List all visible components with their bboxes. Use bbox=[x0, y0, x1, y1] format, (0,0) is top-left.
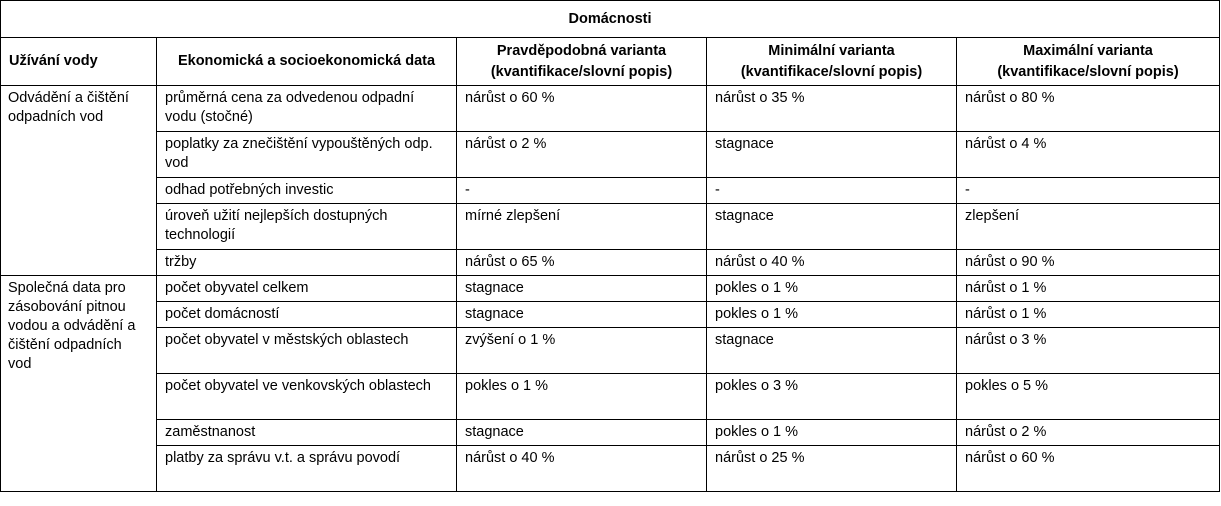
table-row bbox=[1, 132, 1220, 178]
probable-cell: pokles o 1 % bbox=[457, 374, 707, 420]
probable-cell: stagnace bbox=[457, 302, 707, 328]
indicator-cell: počet obyvatel celkem bbox=[157, 276, 457, 302]
indicator-cell: počet obyvatel v městských oblastech bbox=[157, 328, 457, 374]
minimal-cell: pokles o 1 % bbox=[707, 302, 957, 328]
probable-cell: nárůst o 60 % bbox=[457, 86, 707, 132]
maximal-cell: nárůst o 90 % bbox=[957, 250, 1220, 276]
maximal-cell: nárůst o 1 % bbox=[957, 302, 1220, 328]
maximal-cell: - bbox=[957, 178, 1220, 204]
table-row bbox=[1, 204, 1220, 250]
table-title: Domácnosti bbox=[1, 1, 1220, 38]
indicator-cell: počet obyvatel ve venkovských oblastech bbox=[157, 374, 457, 420]
indicator-cell: tržby bbox=[157, 250, 457, 276]
group-label-wastewater: Odvádění a čištění odpadních vod bbox=[1, 86, 157, 276]
indicator-cell: zaměstnanost bbox=[157, 420, 457, 446]
indicator-cell: platby za správu v.t. a správu povodí bbox=[157, 446, 457, 492]
minimal-cell: stagnace bbox=[707, 204, 957, 250]
probable-cell: stagnace bbox=[457, 276, 707, 302]
table-row bbox=[1, 374, 1220, 420]
maximal-cell: nárůst o 1 % bbox=[957, 276, 1220, 302]
minimal-cell: pokles o 1 % bbox=[707, 276, 957, 302]
header-maximal-variant: Maximální varianta (kvantifikace/slovní popis) bbox=[957, 38, 1220, 86]
minimal-cell: stagnace bbox=[707, 328, 957, 374]
probable-cell: nárůst o 65 % bbox=[457, 250, 707, 276]
header-economic-data: Ekonomická a socioekonomická data bbox=[157, 38, 457, 86]
indicator-cell: odhad potřebných investic bbox=[157, 178, 457, 204]
table-row bbox=[1, 446, 1220, 492]
probable-cell: nárůst o 40 % bbox=[457, 446, 707, 492]
header-water-use: Užívání vody bbox=[1, 38, 157, 86]
table-row bbox=[1, 420, 1220, 446]
probable-cell: stagnace bbox=[457, 420, 707, 446]
minimal-cell: nárůst o 35 % bbox=[707, 86, 957, 132]
minimal-cell: pokles o 3 % bbox=[707, 374, 957, 420]
maximal-cell: nárůst o 80 % bbox=[957, 86, 1220, 132]
maximal-cell: nárůst o 60 % bbox=[957, 446, 1220, 492]
table-row bbox=[1, 328, 1220, 374]
table-row bbox=[1, 302, 1220, 328]
maximal-cell: zlepšení bbox=[957, 204, 1220, 250]
header-minimal-variant: Minimální varianta (kvantifikace/slovní popis) bbox=[707, 38, 957, 86]
indicator-cell: poplatky za znečištění vypouštěných odp. vod bbox=[157, 132, 457, 178]
minimal-cell: pokles o 1 % bbox=[707, 420, 957, 446]
table-row bbox=[1, 250, 1220, 276]
maximal-cell: nárůst o 3 % bbox=[957, 328, 1220, 374]
maximal-cell: nárůst o 2 % bbox=[957, 420, 1220, 446]
probable-cell: - bbox=[457, 178, 707, 204]
indicator-cell: průměrná cena za odvedenou odpadní vodu (stočné) bbox=[157, 86, 457, 132]
group-label-common-data: Společná data pro zásobování pitnou vodou a odvádění a čištění odpadních vod bbox=[1, 276, 157, 492]
probable-cell: zvýšení o 1 % bbox=[457, 328, 707, 374]
probable-cell: mírné zlepšení bbox=[457, 204, 707, 250]
maximal-cell: nárůst o 4 % bbox=[957, 132, 1220, 178]
probable-cell: nárůst o 2 % bbox=[457, 132, 707, 178]
table-row bbox=[1, 276, 1220, 302]
indicator-cell: počet domácností bbox=[157, 302, 457, 328]
table-row bbox=[1, 86, 1220, 132]
maximal-cell: pokles o 5 % bbox=[957, 374, 1220, 420]
minimal-cell: - bbox=[707, 178, 957, 204]
minimal-cell: nárůst o 25 % bbox=[707, 446, 957, 492]
header-probable-variant: Pravděpodobná varianta (kvantifikace/slovní popis) bbox=[457, 38, 707, 86]
indicator-cell: úroveň užití nejlepších dostupných technologií bbox=[157, 204, 457, 250]
minimal-cell: nárůst o 40 % bbox=[707, 250, 957, 276]
table-row bbox=[1, 178, 1220, 204]
minimal-cell: stagnace bbox=[707, 132, 957, 178]
